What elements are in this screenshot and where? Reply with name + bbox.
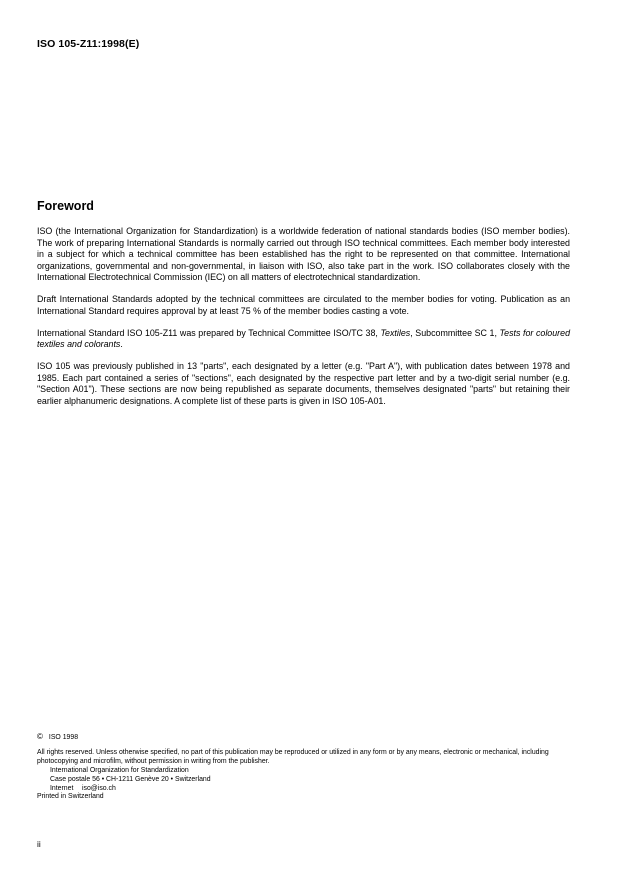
document-id-header: ISO 105-Z11:1998(E) [37, 38, 140, 50]
foreword-paragraph-3 [37, 328, 570, 351]
foreword-body [37, 226, 570, 417]
foreword-paragraph-4: ISO 105 was previously published in 13 "parts", each designated by a letter (e.g. "Part A"), with publication dates between 1978 and 1985. Each part contained a series of "sections", each designated by the respective part letter and by a two-digit serial number (e.g. "Section A01"). These sections are now being republished as separate documents, themselves designated "parts" but retaining their earlier alphanumeric designations. A complete list of these parts is given in ISO 105-A01. [37, 360, 570, 406]
org-name: International Organization for Standardization [50, 766, 189, 774]
internet-email: iso@iso.ch [82, 784, 116, 792]
copyright-footer [37, 733, 582, 802]
p3-subcommittee-title: Tests for coloured textiles and colorants [37, 327, 571, 350]
org-address: Case postale 56 • CH-1211 Genève 20 • Switzerland [50, 775, 211, 783]
page-number: ii [37, 839, 41, 849]
copyright-text: ISO 1998 [48, 734, 79, 741]
copyright-icon: © [37, 732, 43, 741]
internet-line [37, 785, 582, 794]
foreword-paragraph-1: ISO (the International Organization for Standardization) is a worldwide federation of national standards bodies (ISO member bodies). The work of preparing International Standards is normally carried out through ISO technical committees. Each member body interested in a subject for which a technical committee has been established has the right to be represented on that committee. International organizations, governmental and non-governmental, in liaison with ISO, also take part in the work. ISO collaborates closely with the International Electrotechnical Commission (IEC) on all matters of electrotechnical standardization. [37, 226, 570, 283]
rights-notice: All rights reserved. Unless otherwise specified, no part of this publication may be reproduced or utilized in any form or by any means, electronic or mechanical, including photocopying and microfilm, without permission in writing from the publisher. [37, 748, 549, 765]
p3-text-e: . [120, 339, 123, 350]
printed-in: Printed in Switzerland [37, 793, 104, 801]
p3-committee-title: Textiles [380, 327, 411, 338]
p3-text-c: , Subcommittee SC 1, [410, 327, 500, 338]
copyright-line [37, 733, 582, 743]
foreword-paragraph-2: Draft International Standards adopted by the technical committees are circulated to the member bodies for voting. Publication as an International Standard requires approval by at least 75 % of the member bodies casting a vote. [37, 294, 570, 316]
p3-text-a: International Standard ISO 105-Z11 was prepared by Technical Committee ISO/TC 38, [37, 327, 381, 338]
internet-label: Internet [50, 784, 74, 792]
foreword-heading: Foreword [37, 199, 94, 213]
